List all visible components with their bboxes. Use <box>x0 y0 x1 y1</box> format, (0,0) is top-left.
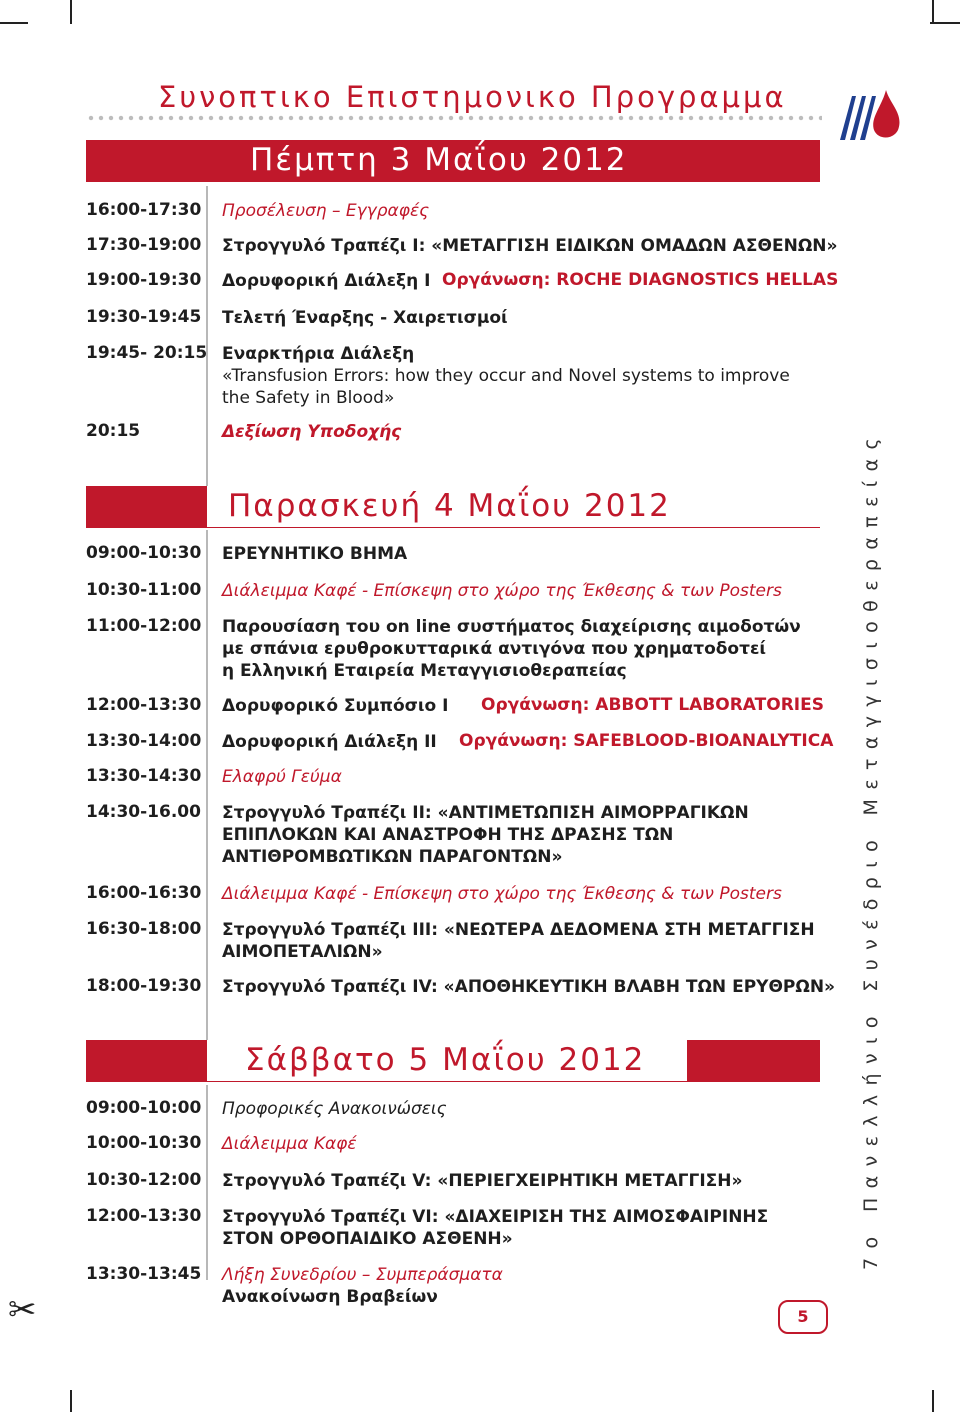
page-title: Συνοπτικο Επιστημονικο Προγραμμα <box>158 80 787 114</box>
session-time: 19:45- 20:15 <box>86 343 208 363</box>
session-time: 16:30-18:00 <box>86 919 202 939</box>
session-time: 10:30-12:00 <box>86 1170 202 1190</box>
logo-drops-icon <box>838 86 906 142</box>
session-time: 10:00-10:30 <box>86 1133 202 1153</box>
session-subtitle: the Safety in Blood» <box>222 388 395 408</box>
session-title: Δορυφορική Διάλεξη ΙΙ <box>222 732 437 752</box>
session-title: Προσέλευση – Εγγραφές <box>222 201 430 221</box>
session-time: 09:00-10:30 <box>86 543 202 563</box>
session-time: 17:30-19:00 <box>86 235 202 255</box>
session-title-cont: ΣΤΟΝ ΟΡΘΟΠΑΙΔΙΚΟ ΑΣΘΕΝΗ» <box>222 1229 513 1249</box>
day-title: Σάββατο 5 Μαΐου 2012 <box>245 1042 646 1078</box>
session-title: Διάλειμμα Καφέ - Επίσκεψη στο χώρο της Έκθεσης & των Posters <box>222 884 782 904</box>
session-title: Λήξη Συνεδρίου – Συμπεράσματα <box>222 1265 503 1285</box>
dotted-divider <box>86 114 822 122</box>
session-title: Στρογγυλό Τραπέζι VI: «ΔΙΑΧΕΙΡΙΣΗ ΤΗΣ ΑΙΜΟΣΦΑΙΡΙΝΗΣ <box>222 1207 769 1227</box>
day-title: Πέμπτη 3 Μαΐου 2012 <box>250 142 628 178</box>
session-time: 12:00-13:30 <box>86 1206 202 1226</box>
session-title: Εναρκτήρια Διάλεξη <box>222 344 415 364</box>
session-title: Στρογγυλό Τραπέζι ΙΙ: «ΑΝΤΙΜΕΤΩΠΙΣΗ ΑΙΜΟΡΡΑΓΙΚΩΝ <box>222 803 749 823</box>
timeline-rule <box>206 186 208 486</box>
session-time: 13:30-14:30 <box>86 766 202 786</box>
session-title-cont: ΑΙΜΟΠΕΤΑΛΙΩΝ» <box>222 942 383 962</box>
session-title: ΕΡΕΥΝΗΤΙΚΟ ΒΗΜΑ <box>222 544 408 564</box>
session-title-cont: η Ελληνική Εταιρεία Μεταγγισιοθεραπείας <box>222 661 627 681</box>
session-title-cont: ΕΠΙΠΛΟΚΩΝ ΚΑΙ ΑΝΑΣΤΡΟΦΗ ΤΗΣ ΔΡΑΣΗΣ ΤΩΝ <box>222 825 674 845</box>
crop-mark <box>932 0 934 24</box>
session-title: Τελετή Έναρξης - Χαιρετισμοί <box>222 308 508 328</box>
session-time: 11:00-12:00 <box>86 616 202 636</box>
session-time: 20:15 <box>86 421 141 441</box>
session-title: Διάλειμμα Καφέ <box>222 1134 357 1154</box>
session-title: Στρογγυλό Τραπέζι ΙΙΙ: «ΝΕΩΤΕΡΑ ΔΕΔΟΜΕΝΑ ΣΤΗ ΜΕΤΑΓΓΙΣΗ <box>222 920 815 940</box>
session-organizer: Οργάνωση: ABBOTT LABORATORIES <box>481 695 824 715</box>
session-title: Ελαφρύ Γεύμα <box>222 767 342 787</box>
day-title: Παρασκευή 4 Μαΐου 2012 <box>228 488 671 524</box>
session-time: 16:00-16:30 <box>86 883 202 903</box>
session-time: 18:00-19:30 <box>86 976 202 996</box>
session-title: Δορυφορική Διάλεξη Ι <box>222 271 431 291</box>
crop-mark <box>0 22 28 24</box>
crop-mark <box>930 22 960 24</box>
session-organizer: Οργάνωση: ROCHE DIAGNOSTICS HELLAS <box>442 270 839 290</box>
session-title-cont: ΑΝΤΙΘΡΟΜΒΩΤΙΚΩΝ ΠΑΡΑΓΟΝΤΩΝ» <box>222 847 563 867</box>
timeline-rule <box>206 530 208 1040</box>
session-title: Στρογγυλό Τραπέζι V: «ΠΕΡΙΕΓΧΕΙΡΗΤΙΚΗ ΜΕΤΑΓΓΙΣΗ» <box>222 1171 743 1191</box>
session-title-cont: με σπάνια ερυθροκυτταρικά αντιγόνα που χρηματοδοτεί <box>222 639 767 659</box>
session-time: 09:00-10:00 <box>86 1098 202 1118</box>
sidebar-conference-title: 7ο Πανελλήνιο Συνέδριο Μεταγγισιοθεραπείας <box>860 428 882 1270</box>
session-time: 13:30-13:45 <box>86 1264 202 1284</box>
crop-mark <box>70 1390 72 1412</box>
crop-mark <box>932 1390 934 1412</box>
session-time: 16:00-17:30 <box>86 200 202 220</box>
session-subtitle: Ανακοίνωση Βραβείων <box>222 1287 438 1307</box>
session-title: Προφορικές Ανακοινώσεις <box>222 1099 447 1119</box>
scissors-icon: ✂ <box>8 1290 37 1330</box>
timeline-rule <box>206 1085 208 1280</box>
session-subtitle: «Transfusion Errors: how they occur and Novel systems to improve <box>222 366 790 386</box>
session-title: Δεξίωση Υποδοχής <box>222 422 402 442</box>
session-time: 12:00-13:30 <box>86 695 202 715</box>
session-title: Στρογγυλό Τραπέζι Ι: «ΜΕΤΑΓΓΙΣΗ ΕΙΔΙΚΩΝ ΟΜΑΔΩΝ ΑΣΘΕΝΩΝ» <box>222 236 838 256</box>
session-title: Διάλειμμα Καφέ - Επίσκεψη στο χώρο της Έκθεσης & των Posters <box>222 581 782 601</box>
session-time: 19:00-19:30 <box>86 270 202 290</box>
session-title: Στρογγυλό Τραπέζι IV: «ΑΠΟΘΗΚΕΥΤΙΚΗ ΒΛΑΒΗ ΤΩΝ ΕΡΥΘΡΩΝ» <box>222 977 836 997</box>
session-time: 19:30-19:45 <box>86 307 202 327</box>
page-number: 5 <box>778 1300 828 1334</box>
session-title: Δορυφορικό Συμπόσιο Ι <box>222 696 449 716</box>
session-organizer: Οργάνωση: SAFEBLOOD-BIOANALYTICA <box>459 731 834 751</box>
session-title: Παρουσίαση του on line συστήματος διαχείρισης αιμοδοτών <box>222 617 801 637</box>
crop-mark <box>70 0 72 24</box>
session-time: 14:30-16.00 <box>86 802 201 822</box>
session-time: 13:30-14:00 <box>86 731 202 751</box>
session-time: 10:30-11:00 <box>86 580 202 600</box>
